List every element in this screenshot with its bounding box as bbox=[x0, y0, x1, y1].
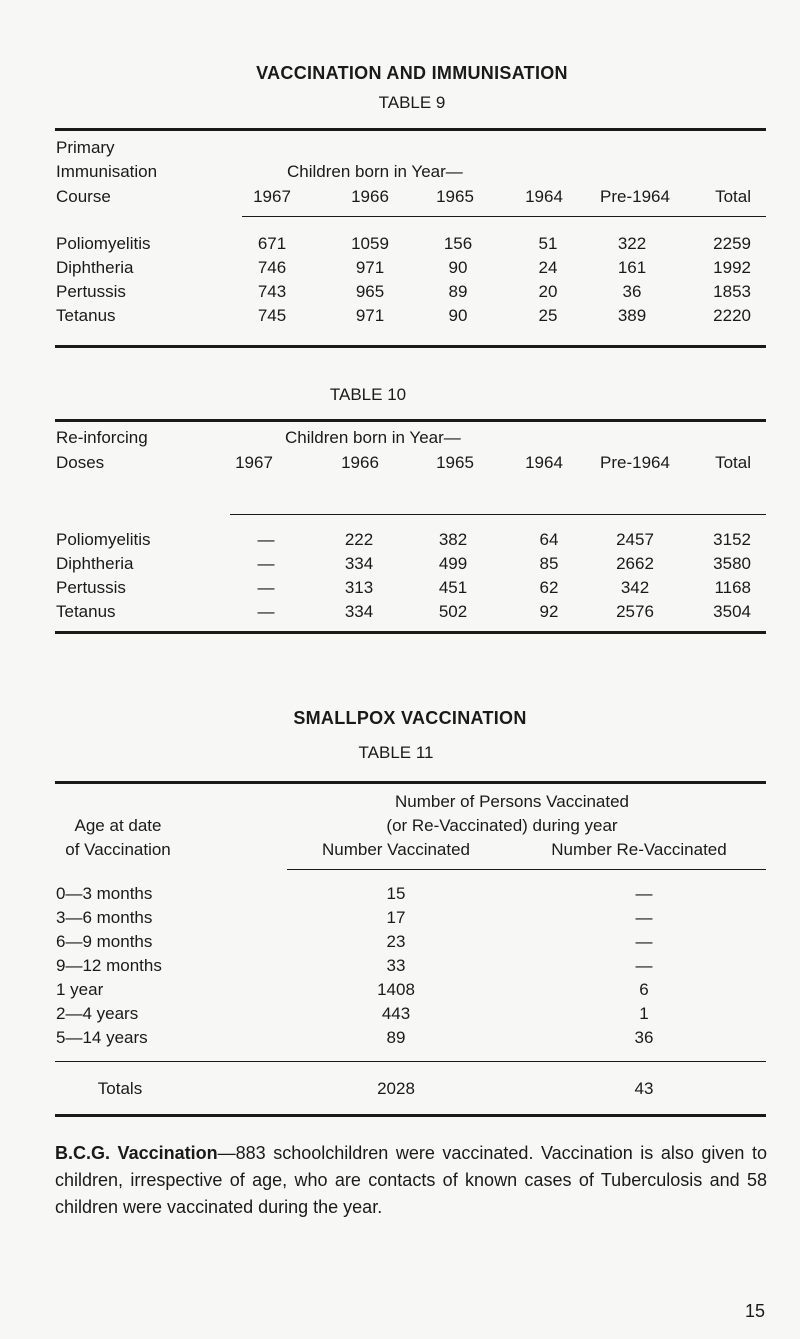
table-cell: 1 bbox=[639, 1004, 649, 1023]
table-cell: 89 bbox=[386, 1028, 406, 1047]
row-label: Diphtheria bbox=[56, 258, 134, 277]
table-cell: 2220 bbox=[713, 306, 751, 325]
table-cell: 2259 bbox=[713, 234, 751, 253]
table-cell: 89 bbox=[448, 282, 468, 301]
column-header: Number Vaccinated bbox=[321, 840, 471, 859]
header-label: Primary bbox=[56, 138, 115, 157]
row-label: 0—3 months bbox=[56, 884, 153, 903]
table-cell: 90 bbox=[448, 258, 468, 277]
column-header: Pre-1964 bbox=[600, 187, 670, 206]
table-cell: 334 bbox=[344, 602, 374, 621]
table-cell: 313 bbox=[344, 578, 374, 597]
table-cell: 499 bbox=[438, 554, 468, 573]
table-cell: 443 bbox=[381, 1004, 411, 1023]
table-cell: 342 bbox=[620, 578, 650, 597]
table-cell: 451 bbox=[438, 578, 468, 597]
table-cell: 743 bbox=[257, 282, 287, 301]
table-cell: 1992 bbox=[713, 258, 751, 277]
table-cell: 3504 bbox=[713, 602, 751, 621]
table-top-rule bbox=[55, 781, 766, 784]
table-cell: — bbox=[257, 554, 275, 573]
table-cell: 1168 bbox=[714, 578, 751, 597]
row-label: Pertussis bbox=[56, 578, 126, 597]
table-cell: — bbox=[635, 884, 653, 903]
header-label: Doses bbox=[56, 453, 105, 472]
column-group-header: (or Re-Vaccinated) during year bbox=[386, 816, 618, 835]
header-label: Course bbox=[56, 187, 111, 206]
table-cell: — bbox=[635, 932, 653, 951]
table-cell: 15 bbox=[386, 884, 406, 903]
table-bottom-rule bbox=[55, 345, 766, 348]
table-cell: 51 bbox=[538, 234, 558, 253]
header-label: of Vaccination bbox=[65, 840, 171, 859]
table-label: TABLE 10 bbox=[329, 385, 407, 404]
page-title: VACCINATION AND IMMUNISATION bbox=[256, 63, 568, 83]
column-header: 1964 bbox=[525, 187, 563, 206]
table-cell: 502 bbox=[438, 602, 468, 621]
table-cell: 25 bbox=[538, 306, 558, 325]
table-top-rule bbox=[55, 128, 766, 131]
page-number: 15 bbox=[744, 1301, 765, 1321]
table-cell: 156 bbox=[443, 234, 473, 253]
table-bottom-rule bbox=[55, 631, 766, 634]
total-vaccinated: 2028 bbox=[377, 1079, 415, 1098]
header-label: Age at date bbox=[74, 816, 162, 835]
table-bottom-rule bbox=[55, 1114, 766, 1117]
row-label: 6—9 months bbox=[56, 932, 153, 951]
table-cell: 334 bbox=[344, 554, 374, 573]
column-header: Number Re-Vaccinated bbox=[551, 840, 727, 859]
table-cell: 3152 bbox=[713, 530, 751, 549]
table-cell: 161 bbox=[617, 258, 647, 277]
table-cell: 24 bbox=[538, 258, 558, 277]
table-cell: 2576 bbox=[616, 602, 654, 621]
header-label: Immunisation bbox=[56, 162, 158, 181]
column-group-header: Children born in Year— bbox=[287, 162, 463, 181]
column-group-header: Number of Persons Vaccinated bbox=[394, 792, 630, 811]
totals-label: Totals bbox=[97, 1079, 143, 1098]
table-cell: 6 bbox=[639, 980, 649, 999]
bcg-paragraph bbox=[55, 1140, 767, 1221]
section-heading: SMALLPOX VACCINATION bbox=[293, 708, 527, 728]
table-cell: 3580 bbox=[713, 554, 751, 573]
column-header: Pre-1964 bbox=[600, 453, 670, 472]
table-cell: 382 bbox=[438, 530, 468, 549]
table-cell: — bbox=[257, 578, 275, 597]
table-cell: 23 bbox=[386, 932, 406, 951]
table-cell: 62 bbox=[539, 578, 559, 597]
header-label: Re-inforcing bbox=[56, 428, 148, 447]
table-cell: 671 bbox=[257, 234, 287, 253]
row-label: 2—4 years bbox=[56, 1004, 139, 1023]
column-header: Total bbox=[715, 453, 751, 472]
bcg-lead: B.C.G. Vaccination bbox=[55, 1143, 218, 1163]
table-cell: — bbox=[257, 530, 275, 549]
column-header: 1966 bbox=[341, 453, 379, 472]
column-header: Total bbox=[715, 187, 751, 206]
row-label: Poliomyelitis bbox=[56, 530, 151, 549]
table-cell: 17 bbox=[386, 908, 406, 927]
row-label: Poliomyelitis bbox=[56, 234, 151, 253]
row-label: Tetanus bbox=[56, 306, 116, 325]
column-header: 1967 bbox=[253, 187, 291, 206]
column-group-header: Children born in Year— bbox=[285, 428, 461, 447]
table-cell: 85 bbox=[539, 554, 559, 573]
table-cell: 971 bbox=[355, 258, 385, 277]
table-cell: 222 bbox=[344, 530, 374, 549]
table-label: TABLE 11 bbox=[358, 743, 434, 762]
column-header: 1964 bbox=[525, 453, 563, 472]
table-cell: 33 bbox=[386, 956, 406, 975]
table-cell: 64 bbox=[539, 530, 559, 549]
table-cell: 1408 bbox=[377, 980, 415, 999]
column-header: 1965 bbox=[436, 187, 474, 206]
totals-rule bbox=[55, 1061, 766, 1062]
row-label: Pertussis bbox=[56, 282, 126, 301]
row-label: Diphtheria bbox=[56, 554, 134, 573]
bcg-text: —883 schoolchildren were vaccinated. Vaccination is also given to children, irrespective of age, who are contacts of known cases of Tuberculosis and 58 children were vaccinated during the year. bbox=[55, 1143, 768, 1217]
column-header: 1965 bbox=[436, 453, 474, 472]
table-cell: 2662 bbox=[616, 554, 654, 573]
row-label: 9—12 months bbox=[56, 956, 162, 975]
table-cell: — bbox=[635, 908, 653, 927]
table-cell: 1853 bbox=[713, 282, 751, 301]
table-top-rule bbox=[55, 419, 766, 422]
table-cell: 2457 bbox=[616, 530, 654, 549]
table-cell: 965 bbox=[355, 282, 385, 301]
column-header: 1967 bbox=[235, 453, 273, 472]
header-rule bbox=[230, 514, 766, 515]
column-header: 1966 bbox=[351, 187, 389, 206]
table-cell: 389 bbox=[617, 306, 647, 325]
table-cell: 745 bbox=[257, 306, 287, 325]
table-cell: 322 bbox=[617, 234, 647, 253]
table-cell: 36 bbox=[634, 1028, 654, 1047]
row-label: 5—14 years bbox=[56, 1028, 148, 1047]
row-label: Tetanus bbox=[56, 602, 116, 621]
total-revaccinated: 43 bbox=[634, 1079, 654, 1098]
header-rule bbox=[242, 216, 766, 217]
table-label: TABLE 9 bbox=[378, 93, 446, 112]
table-cell: 746 bbox=[257, 258, 287, 277]
row-label: 3—6 months bbox=[56, 908, 153, 927]
header-rule bbox=[287, 869, 766, 870]
table-cell: 90 bbox=[448, 306, 468, 325]
table-cell: — bbox=[257, 602, 275, 621]
table-cell: 92 bbox=[539, 602, 559, 621]
table-cell: 36 bbox=[622, 282, 642, 301]
table-cell: — bbox=[635, 956, 653, 975]
table-cell: 971 bbox=[355, 306, 385, 325]
table-cell: 20 bbox=[538, 282, 558, 301]
table-cell: 1059 bbox=[351, 234, 389, 253]
row-label: 1 year bbox=[56, 980, 104, 999]
